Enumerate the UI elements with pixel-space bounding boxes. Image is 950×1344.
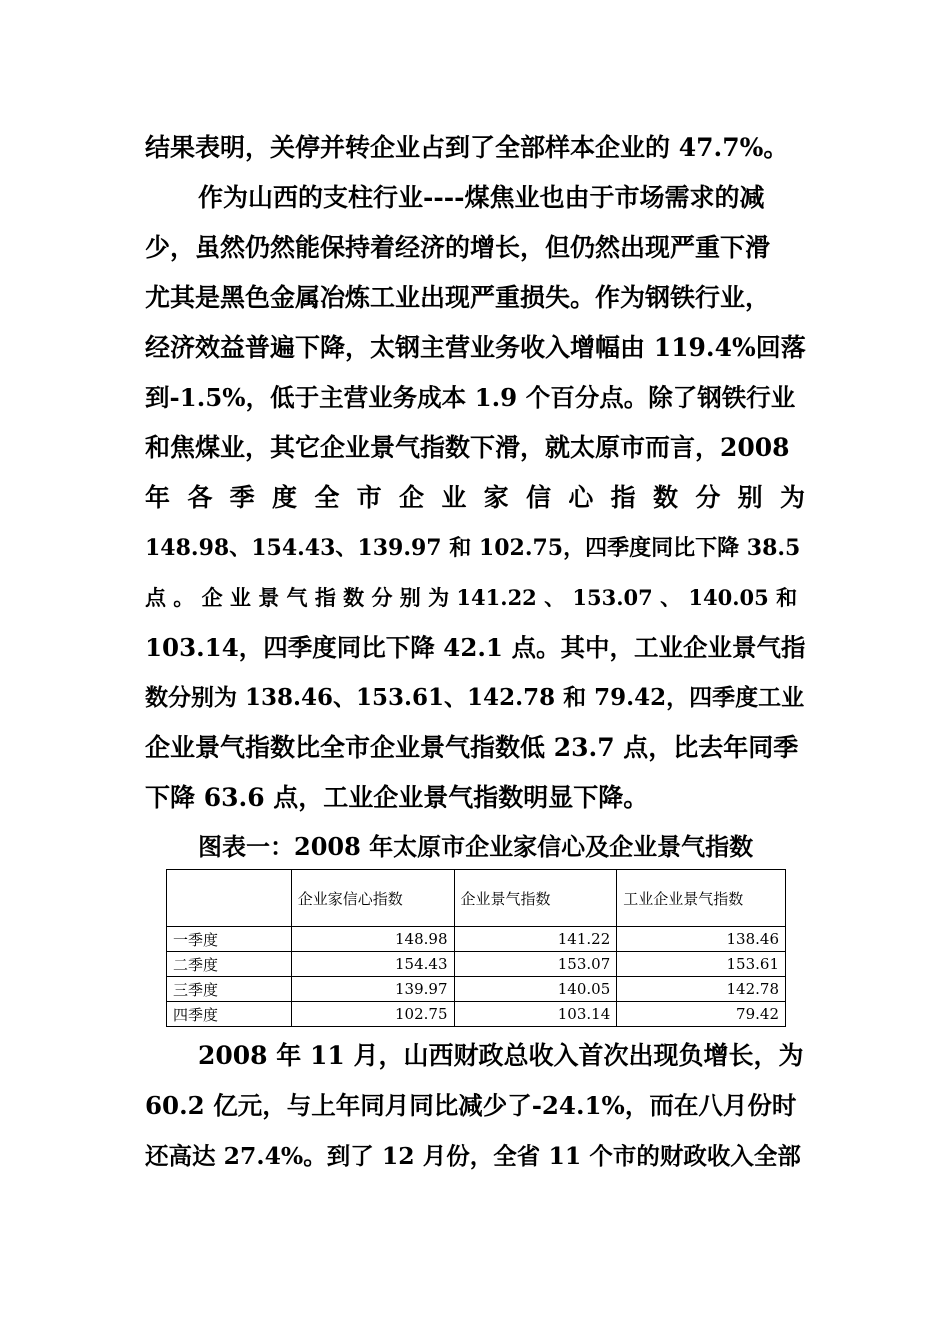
- paragraph-line: 103.14，四季度同比下降 42.1 点。其中，工业企业景气指: [145, 633, 806, 662]
- row-label: 一季度: [167, 927, 292, 952]
- row-label: 三季度: [167, 977, 292, 1002]
- table-row: [167, 952, 786, 977]
- paragraph-line: 148.98、154.43、139.97 和 102.75，四季度同比下降 38.5: [145, 535, 801, 561]
- paragraph-line: 60.2 亿元，与上年同月同比减少了-24.1%，而在八月份时: [145, 1091, 797, 1120]
- table-cell: 102.75: [291, 1002, 454, 1027]
- table-row: [167, 927, 786, 952]
- paragraph-line: 结果表明，关停并转企业占到了全部样本企业的 47.7%。: [145, 133, 789, 162]
- paragraph-line: 年 各 季 度 全 市 企 业 家 信 心 指 数 分 别 为: [145, 483, 805, 512]
- table-row: [167, 977, 786, 1002]
- table-cell: 148.98: [291, 927, 454, 952]
- paragraph-line: 少，虽然仍然能保持着经济的增长，但仍然出现严重下滑: [145, 233, 771, 262]
- table-cell: 79.42: [617, 1002, 786, 1027]
- table-cell: 139.97: [291, 977, 454, 1002]
- table-row: [167, 1002, 786, 1027]
- table-cell: 142.78: [617, 977, 786, 1002]
- paragraph-line: 经济效益普遍下降，太钢主营业务收入增幅由 119.4%回落: [145, 333, 806, 362]
- paragraph-line: 作为山西的支柱行业----煤焦业也由于市场需求的减: [198, 183, 765, 212]
- paragraph-line: 下降 63.6 点，工业企业景气指数明显下降。: [145, 783, 649, 812]
- row-label: 二季度: [167, 952, 292, 977]
- paragraph-line: 到-1.5%，低于主营业务成本 1.9 个百分点。除了钢铁行业: [145, 383, 796, 412]
- data-table: [166, 869, 786, 1027]
- table-header-cell: 企业景气指数: [454, 870, 617, 927]
- paragraph-line: 数分别为 138.46、153.61、142.78 和 79.42，四季度工业: [145, 684, 805, 711]
- table-caption: 图表一：2008 年太原市企业家信心及企业景气指数: [198, 832, 754, 861]
- paragraph-line: 还高达 27.4%。到了 12 月份，全省 11 个市的财政收入全部: [145, 1142, 801, 1170]
- paragraph-line: 尤其是黑色金属冶炼工业出现严重损失。作为钢铁行业，: [145, 283, 771, 312]
- table-cell: 141.22: [454, 927, 617, 952]
- table-cell: 140.05: [454, 977, 617, 1002]
- paragraph-line: 点 。 企 业 景 气 指 数 分 别 为 141.22 、 153.07 、 140.05 和: [145, 585, 798, 610]
- table-header-cell: [167, 870, 292, 927]
- table-header-row: [167, 870, 786, 927]
- paragraph-line: 企业景气指数比全市企业景气指数低 23.7 点，比去年同季: [145, 733, 799, 762]
- table-cell: 153.61: [617, 952, 786, 977]
- table-header-cell: 工业企业景气指数: [617, 870, 786, 927]
- table-cell: 153.07: [454, 952, 617, 977]
- table-cell: 154.43: [291, 952, 454, 977]
- row-label: 四季度: [167, 1002, 292, 1027]
- table-header-cell: 企业家信心指数: [291, 870, 454, 927]
- table-cell: 103.14: [454, 1002, 617, 1027]
- paragraph-line: 2008 年 11 月，山西财政总收入首次出现负增长，为: [198, 1041, 804, 1070]
- table-cell: 138.46: [617, 927, 786, 952]
- paragraph-line: 和焦煤业，其它企业景气指数下滑，就太原市而言，2008: [145, 433, 790, 462]
